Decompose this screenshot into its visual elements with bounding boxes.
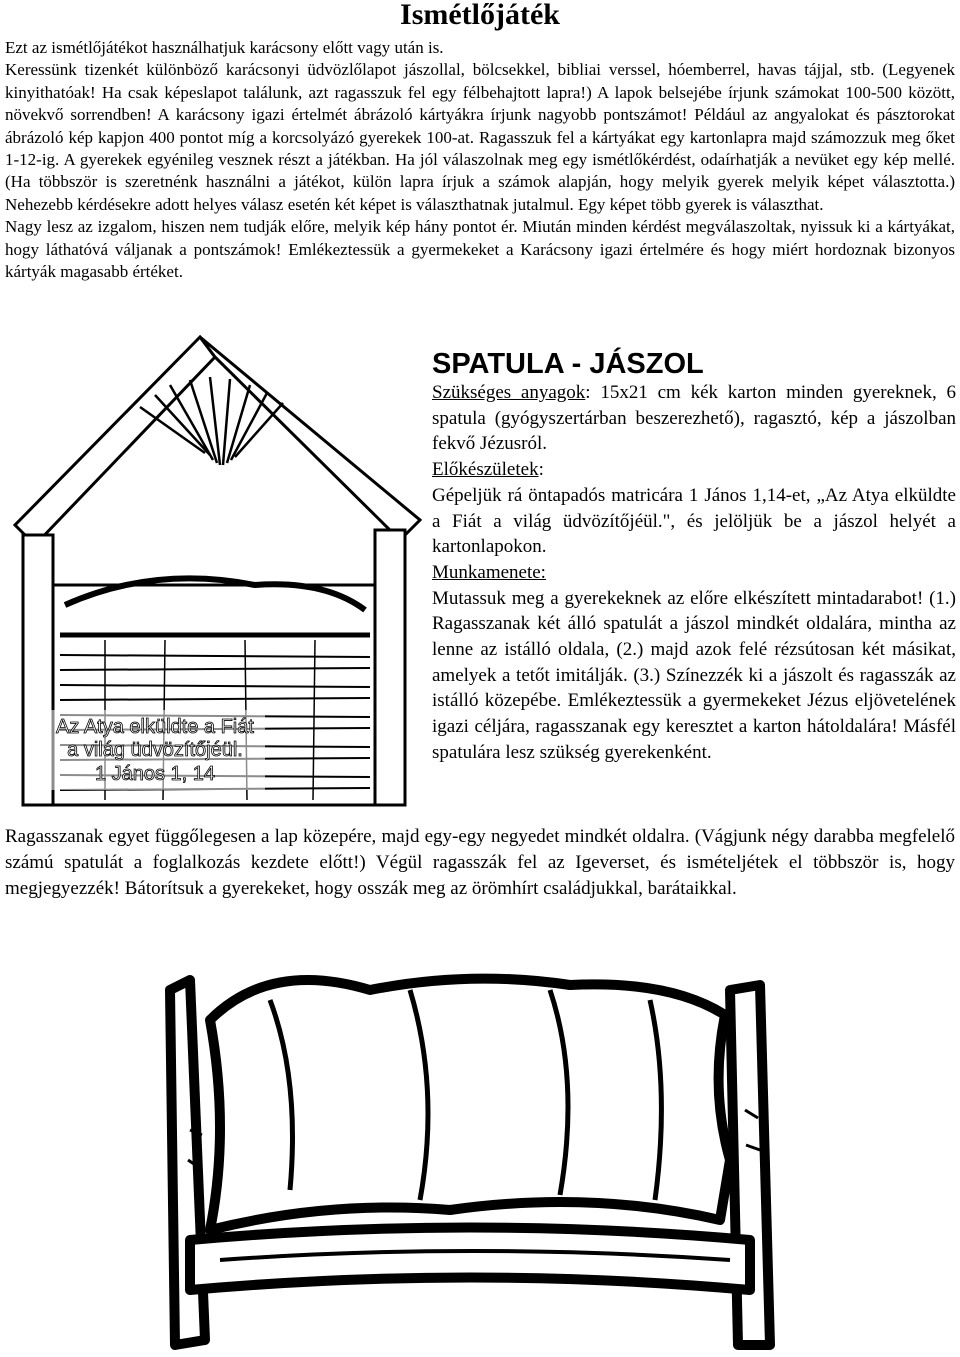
steps-text-a: Mutassuk meg a gyerekeknek az előre elkészített mintadarabot! (1.) Ragasszanak két álló spatulát a jászol mindkét oldalára, mintha az lenne az istálló oldala, (2.) majd azok felé rézsútosan két másikat, amelyek a tetőt imitálják. (3.) Színezzék ki a jászolt és ragasszák az istálló közepébe. Emlékeztessük a gyermekeket Jézus eljövetelének igazi céljára, ragasszanak egy keresztet a karton hátoldalára! Másfél spatulára lesz szükség gyerekenként. [432,587,956,763]
intro-text [5,37,955,283]
steps-heading [432,560,956,586]
materials-label: Szükséges anyagok [432,382,586,403]
materials-paragraph [432,380,956,457]
intro-paragraph-3: Nagy lesz az izgalom, hiszen nem tudják előre, melyik kép hány pontot ér. Miután minden kérdést megválaszoltak, nyissuk ki a kártyákat, hogy láthatóvá váljanak a pontszámok! Emlékeztessük a gyermekeket a Karácsony igazi értelmére és hogy miért hordoznak bizonyos kártyák magasabb értéket. [5,217,955,282]
intro-paragraph-1: Ezt az ismétlőjátékot használhatjuk karácsony előtt vagy után is. [5,38,444,57]
intro-paragraph-2: Keressünk tizenkét különböző karácsonyi üdvözlőlapot jászollal, bölcsekkel, bibliai verssel, hóemberrel, havas tájjal, stb. (Legyenek kinyithatóak! Ha csak képeslapot találunk, azt ragasszuk fel egy félbehajtott lapra!) A lapok belsejébe írjunk számokat 100-500 között, növekvő sorrendben! A karácsony igazi értelmét ábrázoló kártyákra írjunk nagyobb pontszámot! Például az angyalokat és pásztorokat ábrázoló kép kapjon 400 pontot míg a korcsolyázó gyerekek 100-at. Ragasszuk fel a kártyákat egy kartonlapra majd számozzuk meg őket 1-12-ig. A gyerekek egyénileg vesznek részt a játékban. Ha jól válaszolnak meg egy ismétlőkérdést, odaírhatják a nevüket egy kép mellé. (Ha többször is szeretnénk használni a játékot, külön lapra írjuk a számok alapján, hogy melyik gyerek melyik képet választotta.) Nehezebb kérdésekre adott helyes válasz esetén két képet is választhatnak jutalmul. Egy képet több gyerek is választhat. [5,60,955,214]
materials-text: : 15x21 cm kék karton minden gyereknek, 6 spatula (gyógyszertárban beszerezhető), ragasztó, kép a jászolban fekvő Jézusról. [432,382,956,455]
spatula-section [432,348,956,766]
section-heading: SPATULA - JÁSZOL [432,348,704,380]
prep-colon: : [538,459,544,481]
prep-heading [432,457,956,483]
steps-text-b: Ragasszanak egyet függőlegesen a lap közepére, majd egy-egy negyedet mindkét oldalra. (Vágjunk négy darabba megfelelő számú spatulát a foglalkozás kezdete előtt!) Végül ragasszák fel az Igeverset, és ismételjétek el többször is, hogy megjegyezzék! Bátorítsuk a gyerekeket, hogy osszák meg az örömhírt családjukkal, barátaikkal. [5,826,955,899]
manger-crib-illustration [150,960,790,1350]
page-title: Ismétlőjáték [400,0,560,31]
verse-caption-line-3: 1 János 1, 14 [94,763,216,785]
verse-caption-line-2: a világ üdvözítőjéül. [67,739,243,761]
stable-illustration [5,335,425,825]
steps-label: Munkamenete: [432,561,546,583]
continued-text [5,824,955,902]
prep-text: Gépeljük rá öntapadós matricára 1 János 1,14-et, „Az Atya elküldte a Fiát a világ üdvözítőjéül.", és jelöljük be a jászol helyét a kartonlapokon. [432,484,956,558]
verse-caption-line-1: Az Atya elküldte a Fiát [56,716,254,738]
prep-label: Előkészületek [432,459,539,481]
